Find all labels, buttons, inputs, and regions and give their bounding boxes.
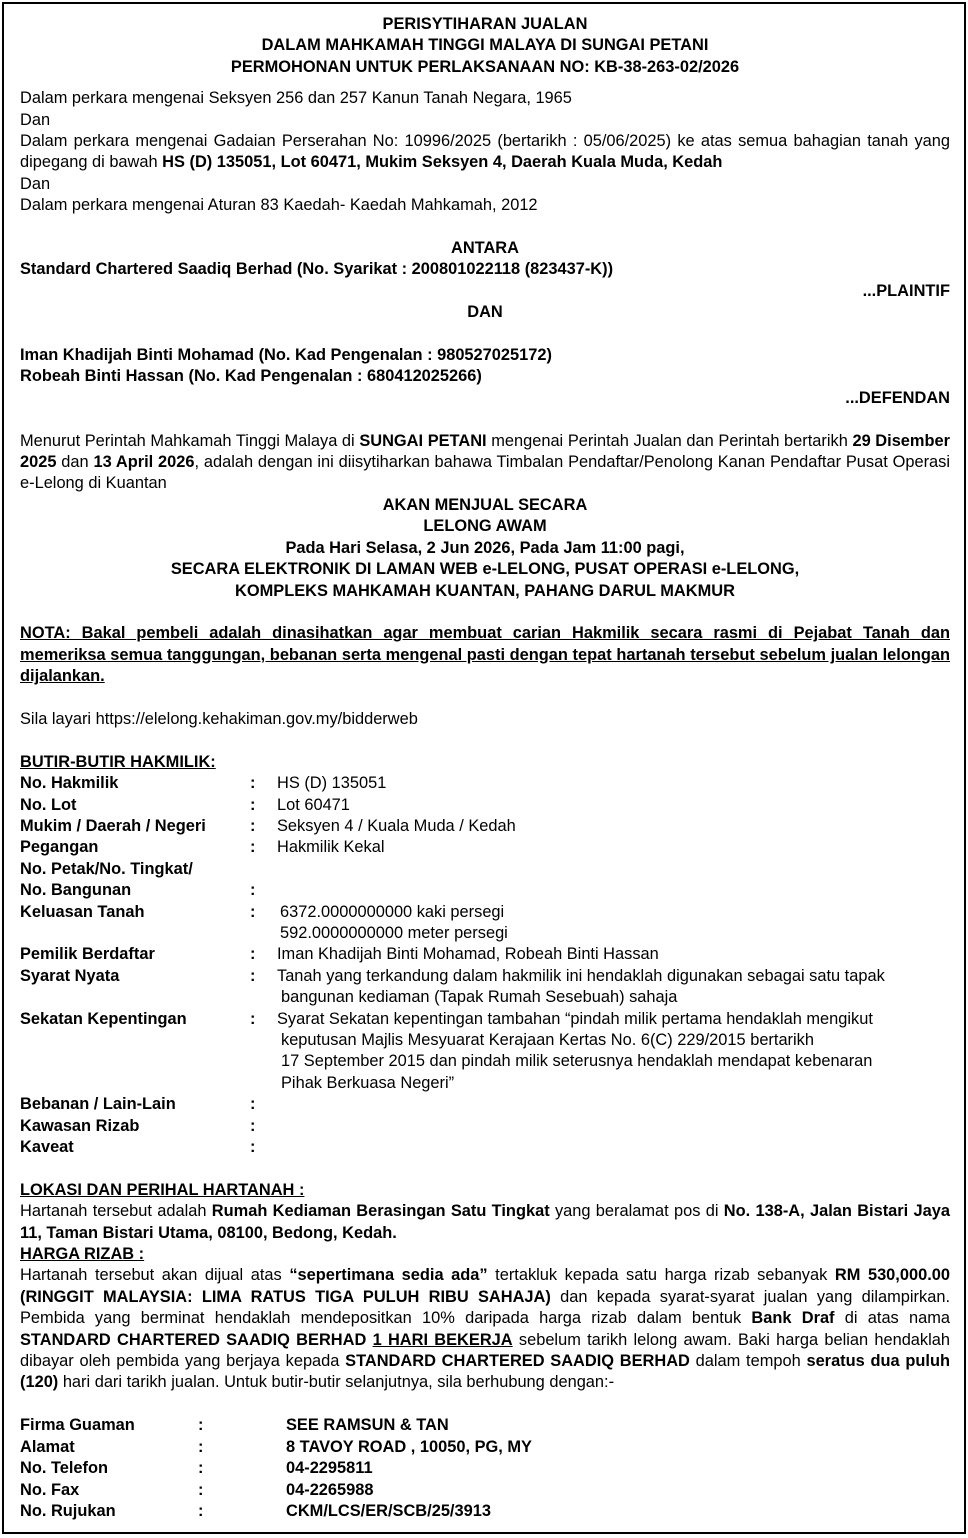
separator-empty xyxy=(250,859,277,880)
website-line: Sila layari https://elelong.kehakiman.gov.my/bidderweb xyxy=(20,709,418,728)
value-fax: 04-2265988 xyxy=(286,1480,374,1499)
value-sekatan-line-2: keputusan Majlis Mesyuarat Kerajaan Kertas No. 6(C) 229/2015 bertarikh xyxy=(281,1031,814,1049)
reserve-text-3: dan kepada syarat-syarat jualan yang dilampirkan. Pembida yang berminat hendaklah mendepositkan 10% daripada harga rizab dalam bentuk xyxy=(20,1287,951,1328)
separator: : xyxy=(250,945,256,964)
separator: : xyxy=(250,1009,256,1028)
matter-dan-1: Dan xyxy=(20,110,51,129)
reserve-deadline: 1 HARI BEKERJA xyxy=(372,1330,513,1349)
separator: : xyxy=(198,1437,204,1456)
label-bebanan: Bebanan / Lain-Lain xyxy=(20,1095,176,1114)
reserve-text-1: Hartanah tersebut akan dijual atas xyxy=(20,1266,290,1285)
title-row-bangunan xyxy=(20,880,950,901)
value-no-lot: Lot 60471 xyxy=(277,795,350,814)
location-paragraph xyxy=(20,1201,950,1244)
label-kawasan: Kawasan Rizab xyxy=(20,1116,140,1135)
value-bebanan xyxy=(277,1094,950,1115)
reserve-heading: HARGA RIZAB : xyxy=(20,1245,145,1264)
label-syarat: Syarat Nyata xyxy=(20,966,120,985)
order-text-3: dan xyxy=(56,453,94,472)
separator: : xyxy=(250,881,256,900)
separator: : xyxy=(250,1116,256,1135)
title-row-bebanan xyxy=(20,1094,950,1115)
title-row-kawasan xyxy=(20,1116,950,1137)
value-mukim: Seksyen 4 / Kuala Muda / Kedah xyxy=(277,816,516,835)
label-kaveat: Kaveat xyxy=(20,1138,74,1157)
reserve-payee-1: STANDARD CHARTERED SAADIQ BERHAD xyxy=(20,1330,367,1349)
dan-label: DAN xyxy=(467,303,503,322)
label-telefon: No. Telefon xyxy=(20,1459,109,1478)
plaintiff-name: Standard Chartered Saadiq Berhad (No. Syarikat : 200801022118 (823437-K)) xyxy=(20,260,614,279)
auction-date-time: Pada Hari Selasa, 2 Jun 2026, Pada Jam 11:00 pagi, xyxy=(285,538,685,557)
label-no-lot: No. Lot xyxy=(20,795,77,814)
separator: : xyxy=(250,1095,256,1114)
label-mukim: Mukim / Daerah / Negeri xyxy=(20,816,206,835)
matter-3: Dalam perkara mengenai Aturan 83 Kaedah- Kaedah Mahkamah, 2012 xyxy=(20,196,538,215)
value-alamat: 8 TAVOY ROAD , 10050, PG, MY xyxy=(286,1437,532,1456)
value-firma-guaman: SEE RAMSUN & TAN xyxy=(286,1416,449,1435)
value-syarat-line-1: Tanah yang terkandung dalam hakmilik ini hendaklah digunakan sebagai satu tapak xyxy=(277,966,885,985)
value-petak xyxy=(277,859,950,880)
reserve-text-4: di atas nama xyxy=(834,1309,950,1328)
value-telefon: 04-2295811 xyxy=(286,1459,373,1478)
reserve-as-is: “sepertimana sedia ada” xyxy=(289,1266,488,1285)
order-text-4: , adalah dengan ini diisytiharkan bahawa Timbalan Pendaftar/Penolong Kanan Pendaftar Pusat Operasi e-Lelong di Kuantan xyxy=(20,453,950,493)
matter-2 xyxy=(20,131,950,174)
contact-row-address xyxy=(20,1437,950,1458)
property-address: No. 138-A, Jalan Bistari Jaya 11, Taman Bistari Utama, 08100, Bedong, Kedah. xyxy=(20,1202,950,1242)
order-date-1: 29 Disember 2025 xyxy=(20,431,951,472)
contact-row-fax xyxy=(20,1480,950,1501)
separator: : xyxy=(250,838,256,857)
defendant-1: Iman Khadijah Binti Mohamad (No. Kad Pengenalan : 980527025172) xyxy=(20,346,552,365)
antara-label: ANTARA xyxy=(451,239,519,258)
separator: : xyxy=(250,1138,256,1157)
location-heading: LOKASI DAN PERIHAL HARTANAH : xyxy=(20,1180,305,1199)
matters-section xyxy=(20,88,950,216)
contact-row-phone xyxy=(20,1458,950,1479)
reserve-period: seratus dua puluh (120) xyxy=(20,1352,950,1392)
plaintiff-role: ...PLAINTIF xyxy=(862,281,950,300)
heading-court: DALAM MAHKAMAH TINGGI MALAYA DI SUNGAI PETANI xyxy=(261,36,709,55)
location-text-1: Hartanah tersebut adalah xyxy=(20,1202,212,1221)
defendant-role: ...DEFENDAN xyxy=(845,388,950,407)
reserve-text-6: sebelum tarikh lelong awam. Baki harga belian hendaklah dibayar oleh pembida yang berjaya kepada xyxy=(20,1330,950,1371)
title-row-sekatan xyxy=(20,1009,950,1095)
value-keluasan-sqft: 6372.0000000000 kaki persegi xyxy=(280,902,505,921)
title-details-heading: BUTIR-BUTIR HAKMILIK: xyxy=(20,752,216,771)
value-sekatan-line-1: Syarat Sekatan kepentingan tambahan “pindah milik pertama hendaklah mengikut xyxy=(277,1009,873,1028)
order-court: SUNGAI PETANI xyxy=(359,431,487,450)
value-syarat-line-2: bangunan kediaman (Tapak Rumah Sesebuah) sahaja xyxy=(281,988,678,1007)
heading-title: PERISYTIHARAN JUALAN xyxy=(382,15,588,33)
label-keluasan: Keluasan Tanah xyxy=(20,902,145,921)
order-date-2: 13 April 2026 xyxy=(93,453,195,472)
defendant-2: Robeah Binti Hassan (No. Kad Pengenalan : 680412025266) xyxy=(20,367,482,386)
title-row-pemilik xyxy=(20,944,950,965)
reserve-price: RM 530,000.00 (RINGGIT MALAYSIA: LIMA RATUS TIGA PULUH RIBU SAHAJA) xyxy=(20,1266,950,1306)
parties-section xyxy=(20,238,950,409)
order-text-2: mengenai Perintah Jualan dan Perintah bertarikh xyxy=(486,431,853,450)
value-kawasan xyxy=(277,1116,950,1137)
reserve-text-8: hari dari tarikh jualan. Untuk butir-butir selanjutnya, sila berhubung dengan:- xyxy=(58,1373,615,1392)
heading-application-no: PERMOHONAN UNTUK PERLAKSANAAN NO: KB-38-263-02/2026 xyxy=(230,57,740,76)
value-kaveat xyxy=(277,1137,950,1158)
label-bangunan: No. Bangunan xyxy=(20,881,132,900)
auction-venue-1: SECARA ELEKTRONIK DI LAMAN WEB e-LELONG, PUSAT OPERASI e-LELONG, xyxy=(170,560,800,579)
location-text-2: yang beralamat pos di xyxy=(549,1202,724,1221)
separator: : xyxy=(198,1459,204,1478)
label-rujukan: No. Rujukan xyxy=(20,1501,116,1520)
matter-dan-2: Dan xyxy=(20,174,51,193)
title-row-mukim xyxy=(20,816,950,837)
contact-row-firm xyxy=(20,1415,950,1436)
label-sekatan: Sekatan Kepentingan xyxy=(20,1009,187,1028)
value-no-hakmilik: HS (D) 135051 xyxy=(277,774,387,793)
value-bangunan xyxy=(277,880,950,901)
title-row-pegangan xyxy=(20,837,950,858)
auction-line-1: AKAN MENJUAL SECARA xyxy=(382,495,588,514)
label-pemilik: Pemilik Berdaftar xyxy=(20,945,155,964)
reserve-bank-draf: Bank Draf xyxy=(751,1309,835,1328)
contact-table xyxy=(20,1415,950,1522)
separator: : xyxy=(250,902,256,921)
order-text-1: Menurut Perintah Mahkamah Tinggi Malaya di xyxy=(20,431,360,450)
label-fax: No. Fax xyxy=(20,1480,80,1499)
matter-2-text: Dalam perkara mengenai Gadaian Perserahan No: 10996/2025 (bertarikh : 05/06/2025) ke atas semua bahagian tanah yang dipegang di bawah xyxy=(20,132,950,172)
reserve-text-7: dalam tempoh xyxy=(689,1352,807,1371)
title-details-table xyxy=(20,773,950,1158)
value-keluasan-sqm: 592.0000000000 meter persegi xyxy=(280,923,508,942)
order-paragraph xyxy=(20,431,950,495)
contact-row-reference xyxy=(20,1501,950,1522)
separator: : xyxy=(250,966,256,985)
sale-proclamation-page xyxy=(2,2,966,1534)
value-keluasan xyxy=(277,902,950,945)
title-row-kaveat xyxy=(20,1137,950,1158)
property-type: Rumah Kediaman Berasingan Satu Tingkat xyxy=(211,1202,550,1221)
label-firma-guaman: Firma Guaman xyxy=(20,1416,135,1435)
nota-notice: NOTA: Bakal pembeli adalah dinasihatkan agar membuat carian Hakmilik secara rasmi di Pejabat Tanah dan memeriksa semua tanggungan, bebanan serta mengenal pasti dengan tepat hartanah tersebut sebelum jualan lelongan dijalankan. xyxy=(20,624,950,686)
value-rujukan: CKM/LCS/ER/SCB/25/3913 xyxy=(286,1501,491,1520)
auction-line-2: LELONG AWAM xyxy=(423,517,547,536)
separator: : xyxy=(250,816,256,835)
label-no-hakmilik: No. Hakmilik xyxy=(20,774,119,793)
value-syarat xyxy=(277,966,950,1009)
separator: : xyxy=(250,795,256,814)
value-pegangan: Hakmilik Kekal xyxy=(277,838,385,857)
heading xyxy=(20,14,950,78)
separator: : xyxy=(198,1480,204,1499)
reserve-text-2: tertakluk kepada satu harga rizab sebanyak xyxy=(487,1266,835,1285)
title-row-keluasan xyxy=(20,902,950,945)
label-pegangan: Pegangan xyxy=(20,838,99,857)
separator: : xyxy=(198,1501,204,1520)
value-sekatan-line-4: Pihak Berkuasa Negeri” xyxy=(281,1073,455,1092)
value-sekatan xyxy=(277,1009,950,1095)
title-row-petak xyxy=(20,859,950,880)
value-pemilik: Iman Khadijah Binti Mohamad, Robeah Binti Hassan xyxy=(277,945,659,964)
auction-block xyxy=(20,495,950,602)
value-sekatan-line-3: 17 September 2015 dan pindah milik seterusnya hendaklah mendapat kebenaran xyxy=(281,1052,873,1071)
matter-1: Dalam perkara mengenai Seksyen 256 dan 257 Kanun Tanah Negara, 1965 xyxy=(20,89,572,108)
reserve-payee-2: STANDARD CHARTERED SAADIQ BERHAD xyxy=(345,1352,690,1371)
label-petak: No. Petak/No. Tingkat/ xyxy=(20,859,193,878)
matter-2-land: HS (D) 135051, Lot 60471, Mukim Seksyen 4, Daerah Kuala Muda, Kedah xyxy=(162,153,723,172)
title-row-no-lot xyxy=(20,795,950,816)
reserve-paragraph xyxy=(20,1265,950,1393)
title-row-no-hakmilik xyxy=(20,773,950,794)
separator: : xyxy=(198,1416,204,1435)
label-alamat: Alamat xyxy=(20,1437,75,1456)
title-row-syarat xyxy=(20,966,950,1009)
separator: : xyxy=(250,774,256,793)
auction-venue-2: KOMPLEKS MAHKAMAH KUANTAN, PAHANG DARUL MAKMUR xyxy=(235,581,735,600)
